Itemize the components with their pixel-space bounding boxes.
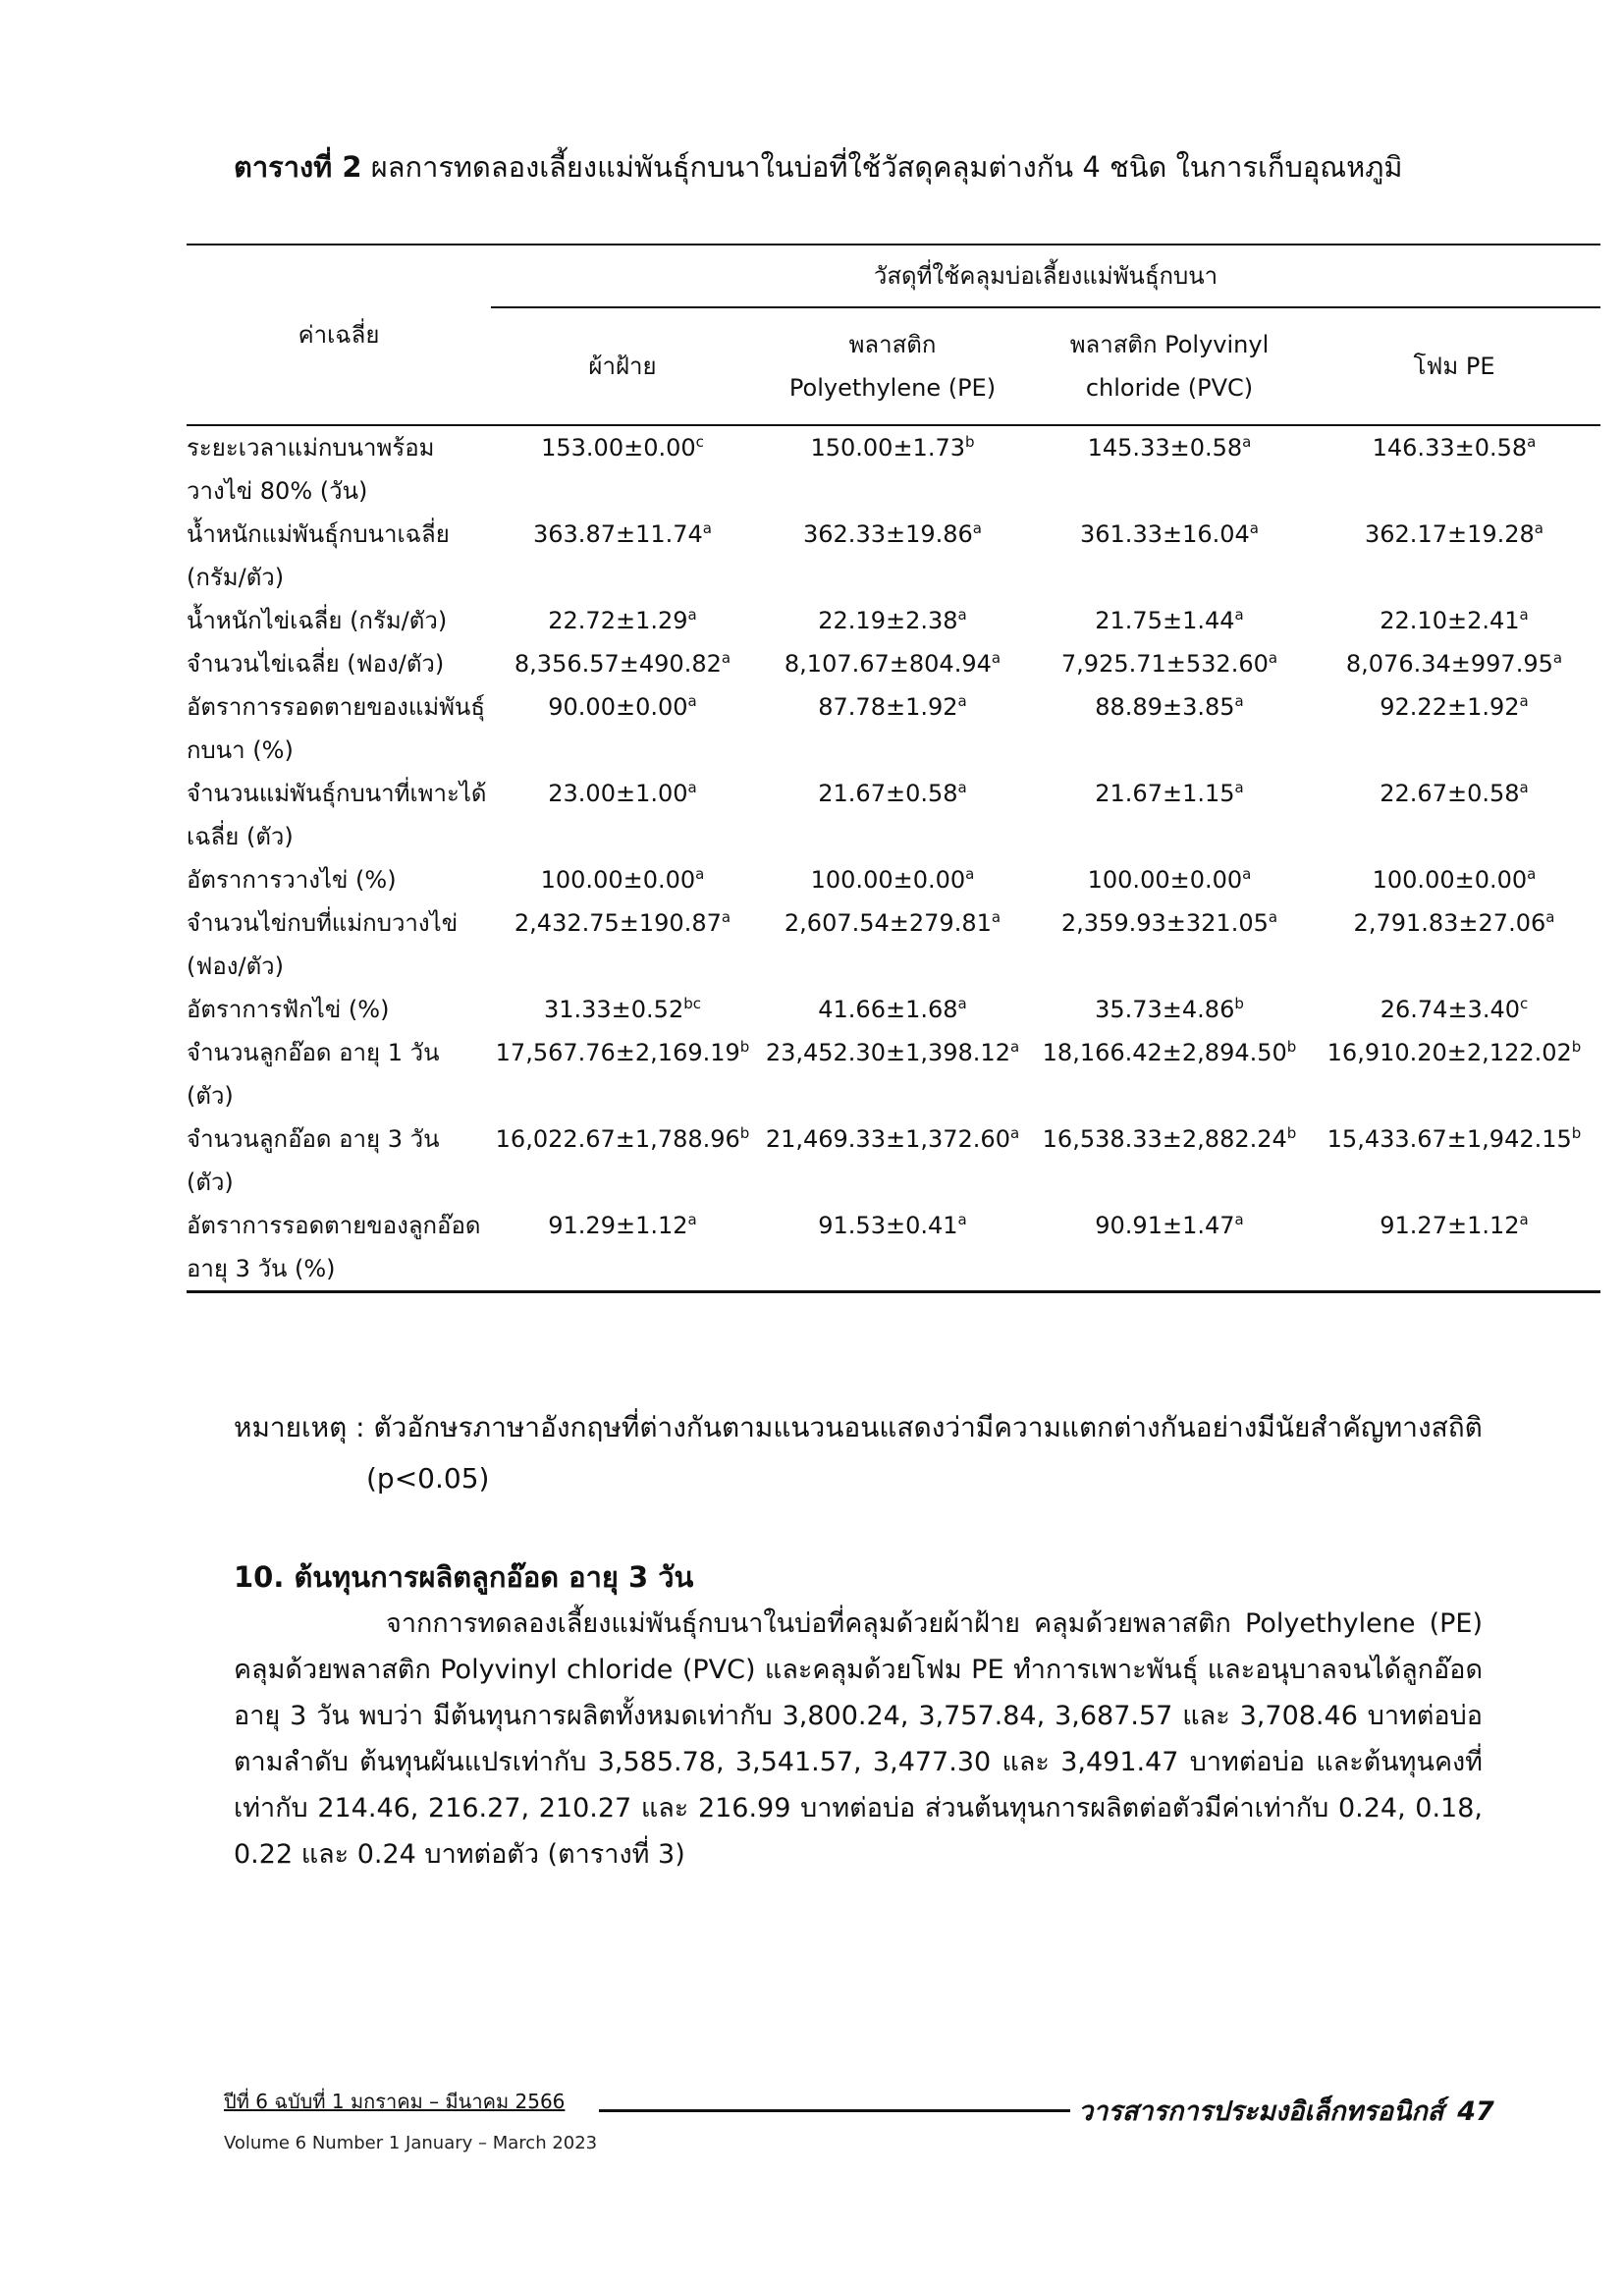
table-cell — [1308, 599, 1600, 642]
table-cell — [491, 1117, 754, 1204]
table-cell — [491, 599, 754, 642]
table-cell — [754, 513, 1031, 599]
table-row — [187, 901, 1600, 988]
row-label: น้ำหนักไข่เฉลี่ย (กรัม/ตัว) — [187, 607, 448, 634]
table-cell — [491, 642, 754, 685]
cell-value: 100.00±0.00 — [810, 866, 966, 894]
row-label: จำนวนลูกอ๊อด อายุ 1 วัน (ตัว) — [187, 1039, 440, 1110]
cell-value: 91.29±1.12 — [548, 1212, 688, 1239]
table-row — [187, 425, 1600, 513]
row-label: น้ำหนักแม่พันธุ์กบนาเฉลี่ย (กรัม/ตัว) — [187, 520, 450, 591]
cell-value: 150.00±1.73 — [810, 434, 965, 462]
significance-letter: a — [702, 519, 712, 537]
row-label: อัตราการฟักไข่ (%) — [187, 996, 390, 1023]
significance-letter: a — [695, 865, 705, 883]
row-label: จำนวนลูกอ๊อด อายุ 3 วัน (ตัว) — [187, 1125, 440, 1196]
significance-letter: b — [965, 433, 975, 451]
table-cell — [754, 642, 1031, 685]
cell-value: 16,022.67±1,788.96 — [495, 1125, 740, 1153]
table-cell — [491, 1031, 754, 1117]
significance-letter: a — [1527, 865, 1537, 883]
table-cell — [754, 858, 1031, 901]
table-cell — [1308, 513, 1600, 599]
table-cell — [754, 1031, 1031, 1117]
table-cell — [491, 901, 754, 988]
table-cell — [1308, 1117, 1600, 1204]
table-cell — [754, 1204, 1031, 1292]
row-label: อัตราการรอดตายของแม่พันธุ์กบนา (%) — [187, 693, 485, 764]
table-row — [187, 513, 1600, 599]
column-header-line2: chloride (PVC) — [1085, 374, 1254, 402]
cell-value: 8,076.34±997.95 — [1345, 650, 1553, 678]
table-cell — [1031, 1204, 1308, 1292]
significance-letter: a — [1527, 433, 1537, 451]
cell-value: 22.67±0.58 — [1380, 780, 1520, 807]
table-cell — [1308, 901, 1600, 988]
cell-value: 87.78±1.92 — [818, 693, 958, 721]
row-header: ค่าเฉลี่ย — [187, 245, 491, 425]
cell-value: 22.10±2.41 — [1380, 607, 1520, 634]
significance-letter: a — [721, 649, 731, 667]
table-cell — [491, 988, 754, 1031]
cell-value: 15,433.67±1,942.15 — [1326, 1125, 1572, 1153]
significance-letter: a — [687, 606, 697, 624]
table-cell — [1031, 772, 1308, 858]
table-cell — [754, 599, 1031, 642]
table-cell — [491, 858, 754, 901]
cell-value: 22.72±1.29 — [548, 607, 688, 634]
column-header-line1: ผ้าฝ้าย — [588, 353, 657, 380]
significance-letter: a — [1519, 606, 1529, 624]
table-cell — [1308, 685, 1600, 772]
column-header — [1031, 307, 1308, 425]
cell-value: 21.67±0.58 — [818, 780, 958, 807]
table-cell — [1031, 1117, 1308, 1204]
significance-letter: a — [1534, 519, 1543, 537]
significance-letter: a — [957, 692, 967, 710]
cell-value: 153.00±0.00 — [541, 434, 696, 462]
table-note — [234, 1402, 1510, 1504]
cell-value: 90.91±1.47 — [1095, 1212, 1235, 1239]
table-cell — [1031, 1031, 1308, 1117]
table-cell — [1308, 425, 1600, 513]
column-header-line2: Polyethylene (PE) — [788, 374, 997, 402]
cell-value: 146.33±0.58 — [1372, 434, 1528, 462]
cell-value: 363.87±11.74 — [533, 520, 703, 548]
section-heading: 10. ต้นทุนการผลิตลูกอ๊อด อายุ 3 วัน — [234, 1560, 694, 1594]
page-number: 47 — [1457, 2096, 1494, 2127]
significance-letter: a — [721, 908, 731, 926]
table-cell — [1031, 685, 1308, 772]
cell-value: 7,925.71±532.60 — [1060, 650, 1269, 678]
cell-value: 26.74±3.40 — [1380, 996, 1520, 1023]
table-cell — [1031, 599, 1308, 642]
table-cell — [754, 685, 1031, 772]
significance-letter: a — [957, 1211, 967, 1228]
significance-letter: a — [1545, 908, 1555, 926]
significance-letter: a — [1242, 433, 1252, 451]
row-label: อัตราการรอดตายของลูกอ๊อด อายุ 3 วัน (%) — [187, 1212, 481, 1282]
table-cell — [491, 1204, 754, 1292]
cell-value: 2,791.83±27.06 — [1353, 909, 1546, 937]
table-row — [187, 988, 1600, 1031]
cell-value: 41.66±1.68 — [818, 996, 958, 1023]
significance-letter: b — [1571, 1038, 1582, 1056]
footer-journal — [1078, 2090, 1494, 2132]
cell-value: 2,359.93±321.05 — [1060, 909, 1269, 937]
footer-issue-thai: ปีที่ 6 ฉบับที่ 1 มกราคม – มีนาคม 2566 — [224, 2090, 566, 2113]
cell-value: 100.00±0.00 — [540, 866, 696, 894]
cell-value: 8,356.57±490.82 — [514, 650, 722, 678]
cell-value: 2,607.54±279.81 — [784, 909, 992, 937]
table-row — [187, 1031, 1600, 1117]
cell-value: 91.27±1.12 — [1380, 1212, 1520, 1239]
column-header — [491, 307, 754, 425]
significance-letter: a — [1234, 692, 1244, 710]
significance-letter: a — [1268, 649, 1278, 667]
cell-value: 100.00±0.00 — [1372, 866, 1528, 894]
cell-value: 92.22±1.92 — [1380, 693, 1520, 721]
table-row — [187, 685, 1600, 772]
row-label: จำนวนไข่กบที่แม่กบวางไข่ (ฟอง/ตัว) — [187, 909, 459, 980]
table-row — [187, 772, 1600, 858]
significance-letter: a — [687, 1211, 697, 1228]
significance-letter: a — [991, 649, 1001, 667]
significance-letter: b — [739, 1038, 750, 1056]
significance-letter: bc — [683, 995, 702, 1012]
cell-value: 362.17±19.28 — [1365, 520, 1535, 548]
column-header-line1: พลาสติก Polyvinyl — [1069, 331, 1270, 358]
cell-value: 16,910.20±2,122.02 — [1326, 1039, 1572, 1066]
table-cell — [1031, 988, 1308, 1031]
cell-value: 31.33±0.52 — [543, 996, 684, 1023]
significance-letter: c — [1520, 995, 1529, 1012]
significance-letter: a — [972, 519, 982, 537]
significance-letter: b — [1571, 1124, 1582, 1142]
table-cell — [491, 425, 754, 513]
table-caption-text: ผลการทดลองเลี้ยงแม่พันธุ์กบนาในบ่อที่ใช้วัสดุคลุมต่างกัน 4 ชนิด ในการเก็บอุณหภูมิ — [370, 150, 1403, 184]
significance-letter: a — [991, 908, 1001, 926]
cell-value: 88.89±3.85 — [1095, 693, 1235, 721]
significance-letter: b — [1286, 1124, 1297, 1142]
significance-letter: a — [687, 692, 697, 710]
cell-value: 23.00±1.00 — [548, 780, 688, 807]
significance-letter: a — [1234, 606, 1244, 624]
table-caption-label: ตารางที่ 2 — [234, 150, 362, 184]
row-label: จำนวนไข่เฉลี่ย (ฟอง/ตัว) — [187, 650, 445, 678]
table-cell — [754, 901, 1031, 988]
table-cell — [1308, 772, 1600, 858]
significance-letter: b — [739, 1124, 750, 1142]
cell-value: 2,432.75±190.87 — [514, 909, 722, 937]
table-cell — [754, 1117, 1031, 1204]
significance-letter: a — [1009, 1038, 1020, 1056]
paragraph-text: จากการทดลองเลี้ยงแม่พันธุ์กบนาในบ่อที่คลุมด้วยผ้าฝ้าย คลุมด้วยพลาสติก Polyethylene (PE) คลุมด้วยพลาสติก Polyvinyl chloride (PVC) และคลุมด้วยโฟม PE ทำการเพาะพันธุ์ และอนุบาลจนได้ลูกอ๊อด อายุ 3 วัน พบว่า มีต้นทุนการผลิตทั้งหมดเท่ากับ 3,800.24, 3,757.84, 3,687.57 และ 3,708.46 บาทต่อบ่อ ตามลำดับ ต้นทุนผันแปรเท่ากับ 3,585.78, 3,541.57, 3,477.30 และ 3,491.47 บาทต่อบ่อ และต้นทุนคงที่เท่ากับ 214.46, 216.27, 210.27 และ 216.99 บาทต่อบ่อ ส่วนต้นทุนการผลิตต่อตัวมีค่าเท่ากับ 0.24, 0.18, 0.22 และ 0.24 บาทต่อตัว (ตารางที่ 3) — [234, 1608, 1483, 1870]
table-cell — [1031, 858, 1308, 901]
column-header — [754, 307, 1031, 425]
note-line1: หมายเหตุ : ตัวอักษรภาษาอังกฤษที่ต่างกันตามแนวนอนแสดงว่ามีความแตกต่างกันอย่างมีนัยสำคัญทางสถิติ — [234, 1411, 1483, 1443]
table-cell — [754, 425, 1031, 513]
significance-letter: a — [1552, 649, 1563, 667]
footer-rule — [599, 2109, 1070, 2112]
table-cell — [1308, 988, 1600, 1031]
row-label: อัตราการวางไข่ (%) — [187, 866, 397, 894]
note-line2: (p<0.05) — [366, 1462, 490, 1495]
table-cell — [1308, 858, 1600, 901]
table-cell — [1308, 642, 1600, 685]
significance-letter: a — [957, 995, 967, 1012]
table-cell — [1308, 1204, 1600, 1292]
significance-letter: a — [1234, 779, 1244, 796]
significance-letter: a — [1268, 908, 1278, 926]
column-header-line1: โฟม PE — [1413, 353, 1495, 380]
cell-value: 362.33±19.86 — [803, 520, 973, 548]
significance-letter: a — [957, 779, 967, 796]
cell-value: 17,567.76±2,169.19 — [495, 1039, 740, 1066]
table-cell — [491, 772, 754, 858]
row-label: ระยะเวลาแม่กบนาพร้อมวางไข่ 80% (วัน) — [187, 434, 435, 505]
table-body — [187, 425, 1600, 1292]
significance-letter: a — [1009, 1124, 1020, 1142]
cell-value: 91.53±0.41 — [818, 1212, 958, 1239]
column-header-line1: พลาสติก — [848, 331, 937, 358]
journal-name: วารสารการประมงอิเล็กทรอนิกส์ — [1078, 2096, 1444, 2127]
table-row — [187, 1117, 1600, 1204]
table-cell — [1308, 1031, 1600, 1117]
table-row — [187, 1204, 1600, 1292]
cell-value: 23,452.30±1,398.12 — [765, 1039, 1010, 1066]
cell-value: 21.67±1.15 — [1095, 780, 1235, 807]
column-header — [1308, 307, 1600, 425]
significance-letter: a — [957, 606, 967, 624]
table-cell — [754, 988, 1031, 1031]
significance-letter: a — [687, 779, 697, 796]
group-header: วัสดุที่ใช้คลุมบ่อเลี้ยงแม่พันธุ์กบนา — [491, 245, 1600, 307]
table-caption — [234, 147, 1510, 187]
results-table — [187, 244, 1600, 1293]
cell-value: 145.33±0.58 — [1087, 434, 1243, 462]
section-paragraph — [234, 1601, 1483, 1878]
cell-value: 21.75±1.44 — [1095, 607, 1235, 634]
cell-value: 21,469.33±1,372.60 — [765, 1125, 1010, 1153]
cell-value: 16,538.33±2,882.24 — [1042, 1125, 1287, 1153]
cell-value: 35.73±4.86 — [1095, 996, 1235, 1023]
table-cell — [754, 772, 1031, 858]
table-row — [187, 599, 1600, 642]
table-cell — [491, 513, 754, 599]
significance-letter: a — [965, 865, 975, 883]
table-cell — [1031, 425, 1308, 513]
significance-letter: c — [695, 433, 704, 451]
table-row — [187, 642, 1600, 685]
cell-value: 100.00±0.00 — [1087, 866, 1243, 894]
table-row — [187, 858, 1600, 901]
significance-letter: a — [1242, 865, 1252, 883]
significance-letter: a — [1519, 1211, 1529, 1228]
table-cell — [491, 685, 754, 772]
significance-letter: b — [1286, 1038, 1297, 1056]
significance-letter: a — [1234, 1211, 1244, 1228]
cell-value: 361.33±16.04 — [1080, 520, 1250, 548]
table-cell — [1031, 513, 1308, 599]
significance-letter: a — [1519, 779, 1529, 796]
table-cell — [1031, 901, 1308, 988]
row-label: จำนวนแม่พันธุ์กบนาที่เพาะได้เฉลี่ย (ตัว) — [187, 780, 487, 850]
cell-value: 22.19±2.38 — [818, 607, 958, 634]
cell-value: 90.00±0.00 — [548, 693, 688, 721]
significance-letter: a — [1249, 519, 1259, 537]
significance-letter: a — [1519, 692, 1529, 710]
significance-letter: b — [1234, 995, 1244, 1012]
cell-value: 8,107.67±804.94 — [784, 650, 992, 678]
footer-issue-english: Volume 6 Number 1 January – March 2023 — [224, 2133, 598, 2153]
table-cell — [1031, 642, 1308, 685]
cell-value: 18,166.42±2,894.50 — [1042, 1039, 1287, 1066]
